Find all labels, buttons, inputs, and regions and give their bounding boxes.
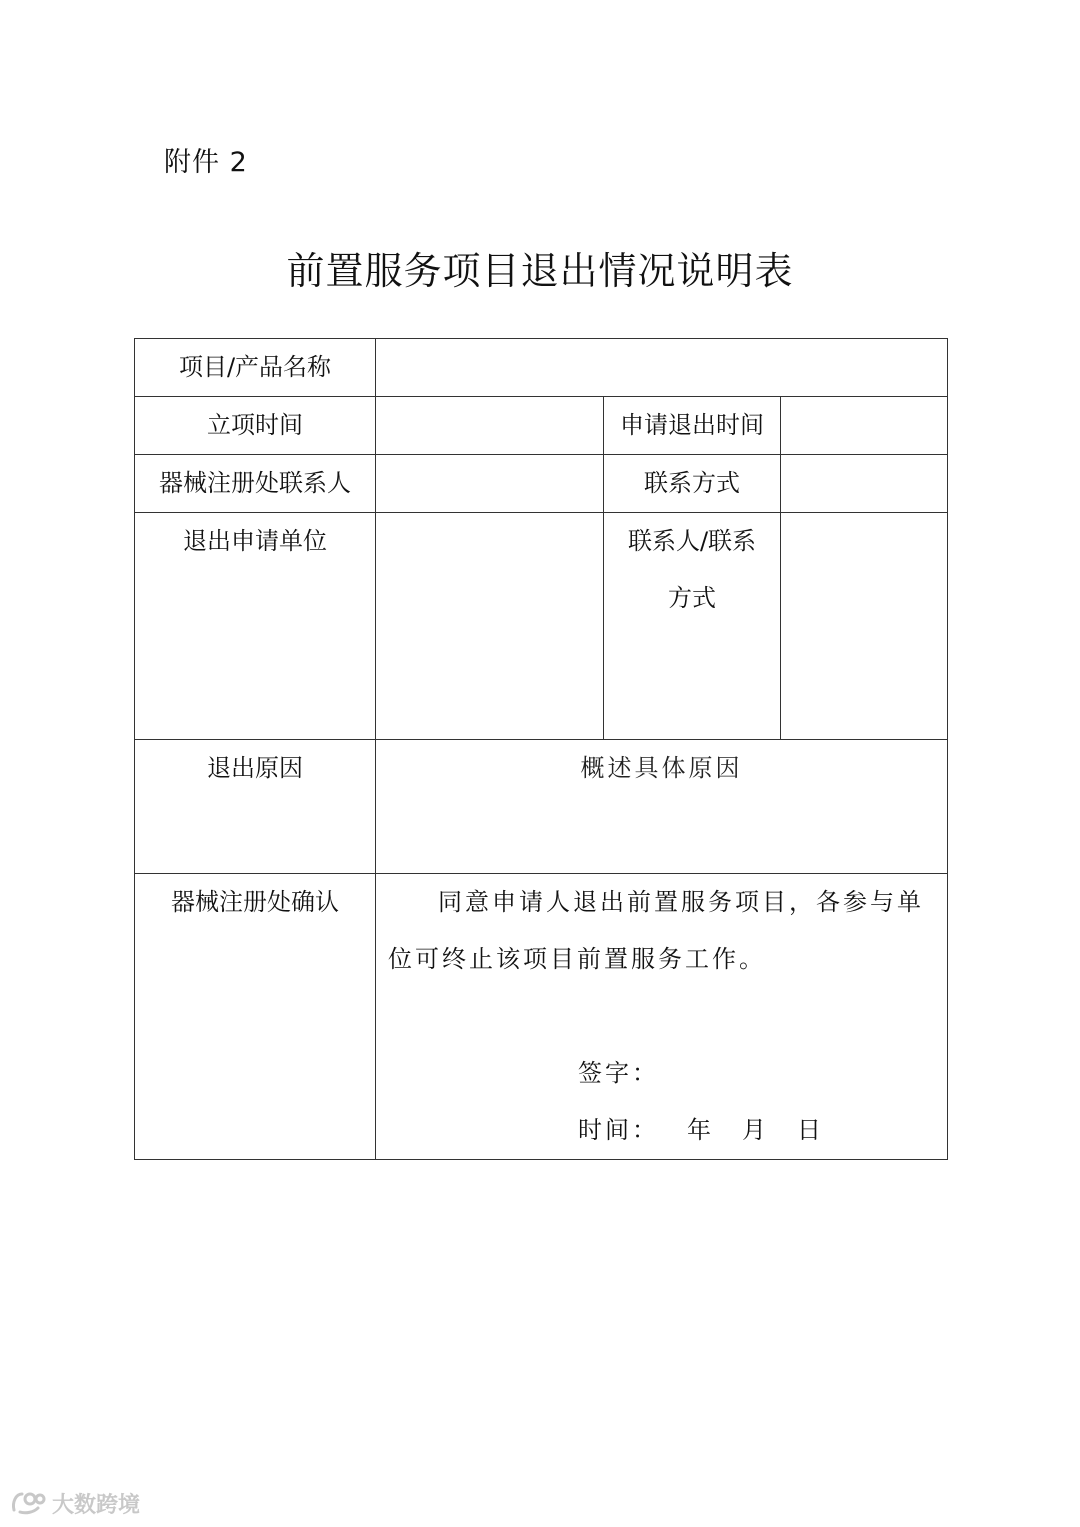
exit-reason-placeholder: 概述具体原因 [580, 754, 743, 782]
row-product-name [135, 339, 948, 397]
exit-unit-label: 退出申请单位 [135, 513, 376, 740]
month-label: 月 [742, 1116, 769, 1144]
row-exit-reason [135, 740, 948, 874]
row-registry-contact [135, 455, 948, 513]
contact-person-label-line2: 方式 [668, 584, 716, 612]
registry-contact-label: 器械注册处联系人 [135, 455, 376, 513]
contact-person-label-line1: 联系人/联系 [627, 527, 757, 555]
registry-confirm-field[interactable] [376, 874, 948, 1160]
signature-label: 签字： [578, 1059, 659, 1087]
exit-apply-time-field[interactable] [781, 397, 948, 455]
exit-reason-label: 退出原因 [135, 740, 376, 874]
row-project-time [135, 397, 948, 455]
product-name-label: 项目/产品名称 [135, 339, 376, 397]
document-title: 前置服务项目退出情况说明表 [286, 249, 794, 293]
contact-person-field[interactable] [781, 513, 948, 740]
confirm-statement: 同意申请人退出前置服务项目，各参与单位可终止该项目前置服务工作。 [388, 888, 924, 973]
row-registry-confirm [135, 874, 948, 1160]
watermark [10, 1488, 140, 1518]
registry-confirm-label: 器械注册处确认 [135, 874, 376, 1160]
registry-contact-field[interactable] [376, 455, 604, 513]
day-label: 日 [797, 1116, 824, 1144]
exit-form-table [134, 338, 948, 1160]
date-label: 时间： [578, 1116, 659, 1144]
project-time-label: 立项时间 [135, 397, 376, 455]
exit-unit-field[interactable] [376, 513, 604, 740]
contact-person-label [604, 513, 781, 740]
year-label: 年 [687, 1116, 714, 1144]
exit-reason-field[interactable] [376, 740, 948, 874]
project-time-field[interactable] [376, 397, 604, 455]
exit-apply-time-label: 申请退出时间 [604, 397, 781, 455]
contact-method-field[interactable] [781, 455, 948, 513]
attachment-label: 附件 2 [164, 147, 248, 178]
product-name-field[interactable] [376, 339, 948, 397]
row-exit-unit [135, 513, 948, 740]
watermark-logo-icon [10, 1490, 46, 1516]
signature-line [388, 1045, 935, 1102]
watermark-text: 大数跨境 [52, 1492, 141, 1518]
contact-method-label: 联系方式 [604, 455, 781, 513]
date-line [388, 1102, 935, 1159]
